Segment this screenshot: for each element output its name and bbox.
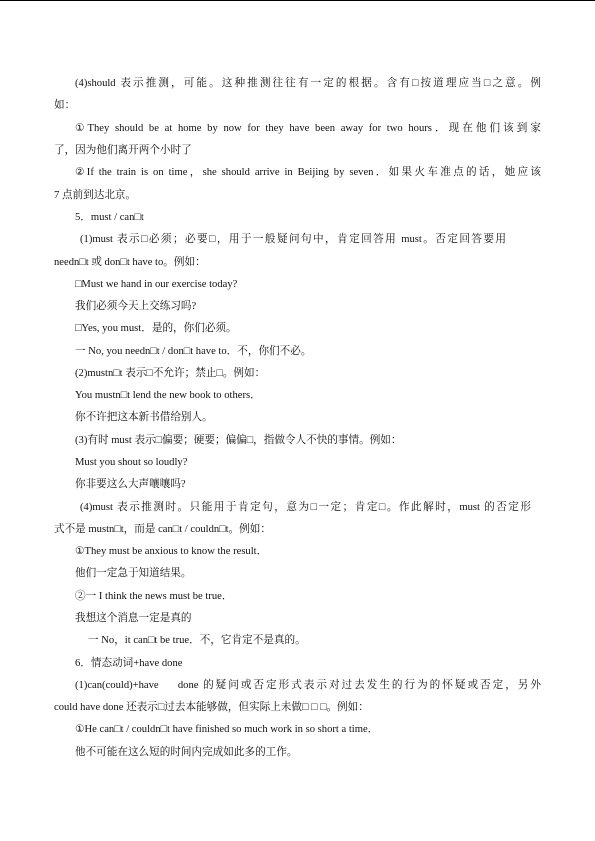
text-line: (2)mustn□t 表示□不允许；禁止□。例如： [75,368,266,379]
text-line: (4)must 表示推测时。只能用于肯定句，意为□一定；肯定□。作此解时，must 的否定形 [80,502,531,513]
text-line: ①He can□t / couldn□t have finished so much work in so short a time． [75,724,379,735]
text-line: (1)can(could)+have done 的疑问或否定形式表示对过去发生的行为的怀疑或否定，另外 [75,680,541,691]
text-line: needn□t 或 don□t have to。例如： [54,257,206,268]
text-line: could have done 还表示□过去本能够做，但实际上未做□ □ □。例如： [54,702,369,713]
section-heading: 6．情态动词+have done [75,658,183,669]
text-line: You mustn□t lend the new book to others． [75,390,261,401]
text-line: 式不是 mustn□t，而是 can□t / couldn□t。例如： [54,524,271,535]
text-line: 一 No，it can□t be true．不，它肯定不是真的。 [88,635,306,646]
text-line: Must you shout so loudly? [75,457,188,468]
text-line: □Must we hand in our exercise today? [75,279,238,290]
text-line: (4)should 表示推测，可能。这种推测往往有一定的根据。含有□按道理应当□之意。例 [75,78,541,89]
text-line: 你非要这么大声嚷嚷吗? [75,479,186,490]
text-line: 7 点前到达北京。 [54,190,137,201]
text-line: 我们必须今天上交练习吗? [75,301,197,312]
text-line: ①They must be anxious to know the result． [75,546,268,557]
text-line: 如： [54,100,76,111]
text-line: 你不许把这本新书借给别人。 [75,412,213,423]
text-line: ②If the train is on time，she should arrive in Beijing by seven．如果火车准点的话，她应该 [75,167,541,178]
text-line: 一 No, you needn□t / don□t have to．不，你们不必。 [75,346,312,357]
text-line: ②一 I think the news must be true． [75,591,233,602]
text-line: 了，因为他们离开两个小时了 [54,145,192,156]
text-line: (3)有时 must 表示□偏要；硬要；偏偏□，指做令人不快的事情。例如： [75,435,402,446]
text-line: (1)must 表示□必须；必要□，用于一般疑问句中，肯定回答用 must。否定回答要用 [80,234,506,245]
text-line: □Yes, you must．是的，你们必须。 [75,323,237,334]
text-line: 他们一定急于知道结果。 [75,568,192,579]
section-heading: 5．must / can□t [75,212,144,223]
text-line: 我想这个消息一定是真的 [75,613,192,624]
text-line: 他不可能在这么短的时间内完成如此多的工作。 [75,747,298,758]
text-line: ①They should be at home by now for they have been away for two hours．现在他们该到家 [75,123,541,134]
